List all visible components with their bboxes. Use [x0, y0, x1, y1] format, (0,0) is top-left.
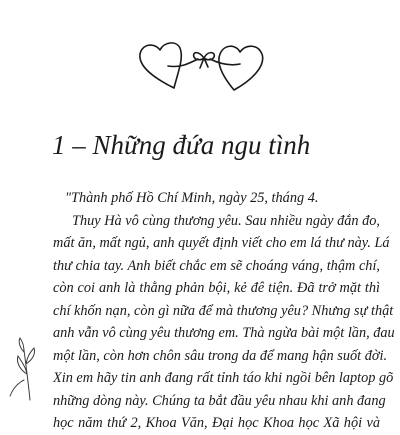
letter-line: những dòng này. Chúng ta bắt đầu yêu nhau khi anh đang — [53, 392, 386, 409]
chapter-title: 1 – Những đứa ngu tình — [52, 130, 311, 160]
letter-line: anh vẫn vô cùng yêu thương em. Thà ngừa bài một lần, đau — [53, 325, 395, 341]
letter-dateline: "Thành phố Hồ Chí Minh, ngày 25, tháng 4. — [65, 190, 319, 206]
right-heart-icon — [219, 46, 263, 90]
letter-body — [53, 187, 393, 435]
letter-line: chí khốn nạn, còn gì nữa để mà thương yêu? Nhưng sự thật — [53, 302, 394, 319]
letter-line: mất ăn, mất ngủ, anh quyết định viết cho em lá thư này. Lá — [53, 235, 390, 251]
letter-line: học năm thứ 2, Khoa Văn, Đại học Khoa học Xã hội và — [53, 415, 380, 431]
letter-line: một lần, còn hơn chôn sâu trong da để mang hận suốt đời. — [53, 347, 388, 364]
floral-sprig-icon — [0, 330, 40, 400]
letter-line: Xin em hãy tin anh đang rất tỉnh táo khi ngồi bên laptop gõ — [53, 370, 394, 386]
letter-line: Thuy Hà vô cùng thương yêu. Sau nhiều ngày đắn đo, — [72, 212, 380, 229]
letter-line: thư chia tay. Anh biết chắc em sẽ choáng váng, thậm chí, — [53, 257, 380, 274]
two-hearts-ornament-icon — [128, 32, 278, 102]
left-heart-icon — [140, 43, 181, 88]
letter-line: còn coi anh là thằng phản bội, kẻ đê tiện. Đã trở mặt thì — [53, 280, 380, 296]
